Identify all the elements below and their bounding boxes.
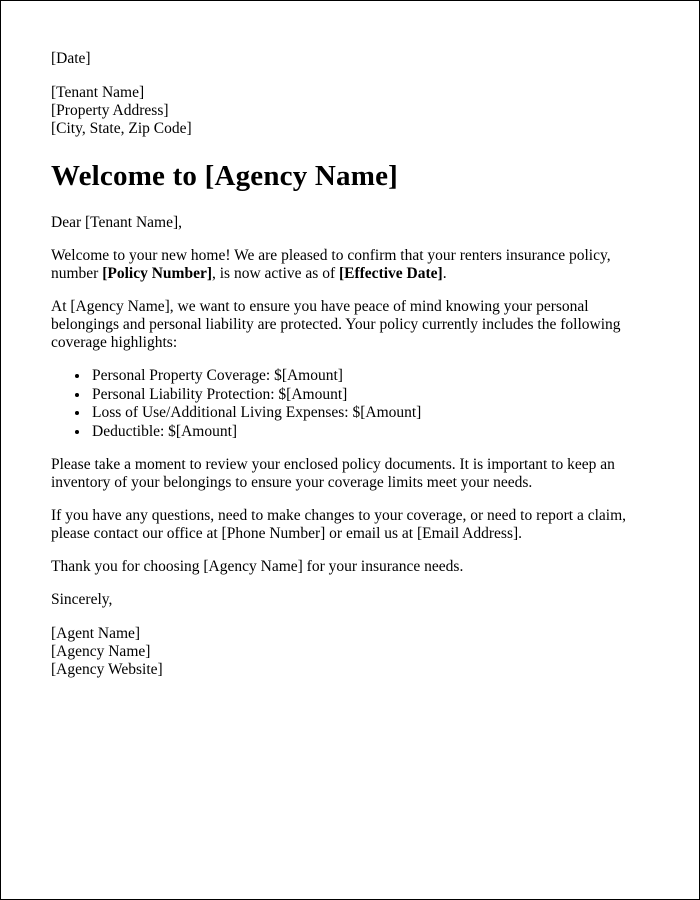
paragraph-review-documents: Please take a moment to review your enclosed policy documents. It is important to keep an inventory of your belongings to ensure your coverage limits meet your needs.: [51, 456, 615, 491]
list-item-personal-property: • Personal Property Coverage: $[Amount]: [90, 367, 649, 386]
policy-text-1: Welcome to your new home! We are pleased to confirm that your renters insurance policy, number: [51, 247, 611, 282]
list-item-deductible: • Deductible: $[Amount]: [90, 423, 649, 442]
recipient-city-state-zip: [City, State, Zip Code]: [51, 120, 192, 137]
coverage-highlights-list: [51, 367, 649, 441]
list-item-loss-of-use: • Loss of Use/Additional Living Expenses: $[Amount]: [90, 404, 649, 423]
policy-text-3: .: [442, 265, 447, 282]
letter-content: [1, 1, 699, 679]
list-item-personal-liability: • Personal Liability Protection: $[Amount]: [90, 386, 649, 405]
paragraph-thank-you: Thank you for choosing [Agency Name] for your insurance needs.: [51, 558, 464, 575]
recipient-address-block: [51, 84, 649, 138]
policy-number: [Policy Number]: [102, 265, 212, 282]
effective-date: [Effective Date]: [338, 265, 443, 282]
policy-text-2: , is now active as of: [212, 265, 339, 282]
signature-agency-website: [Agency Website]: [51, 661, 163, 678]
closing: Sincerely,: [51, 591, 113, 608]
paragraph-contact-info: If you have any questions, need to make changes to your coverage, or need to report a claim, please contact our office at [Phone Number] or email us at [Email Address].: [51, 507, 627, 542]
recipient-name: [Tenant Name]: [51, 84, 145, 101]
letter-date: [Date]: [51, 50, 91, 67]
letter-heading: Welcome to [Agency Name]: [51, 160, 399, 192]
signature-agency-name: [Agency Name]: [51, 643, 151, 660]
paragraph-coverage-intro: At [Agency Name], we want to ensure you have peace of mind knowing your personal belongings and personal liability are protected. Your policy currently includes the following coverage highlights:: [51, 298, 621, 351]
paragraph-policy-confirmation: [51, 247, 649, 283]
signature-agent-name: [Agent Name]: [51, 625, 141, 642]
signature-block: [51, 625, 649, 679]
recipient-property-address: [Property Address]: [51, 102, 169, 119]
salutation: Dear [Tenant Name],: [51, 214, 183, 231]
